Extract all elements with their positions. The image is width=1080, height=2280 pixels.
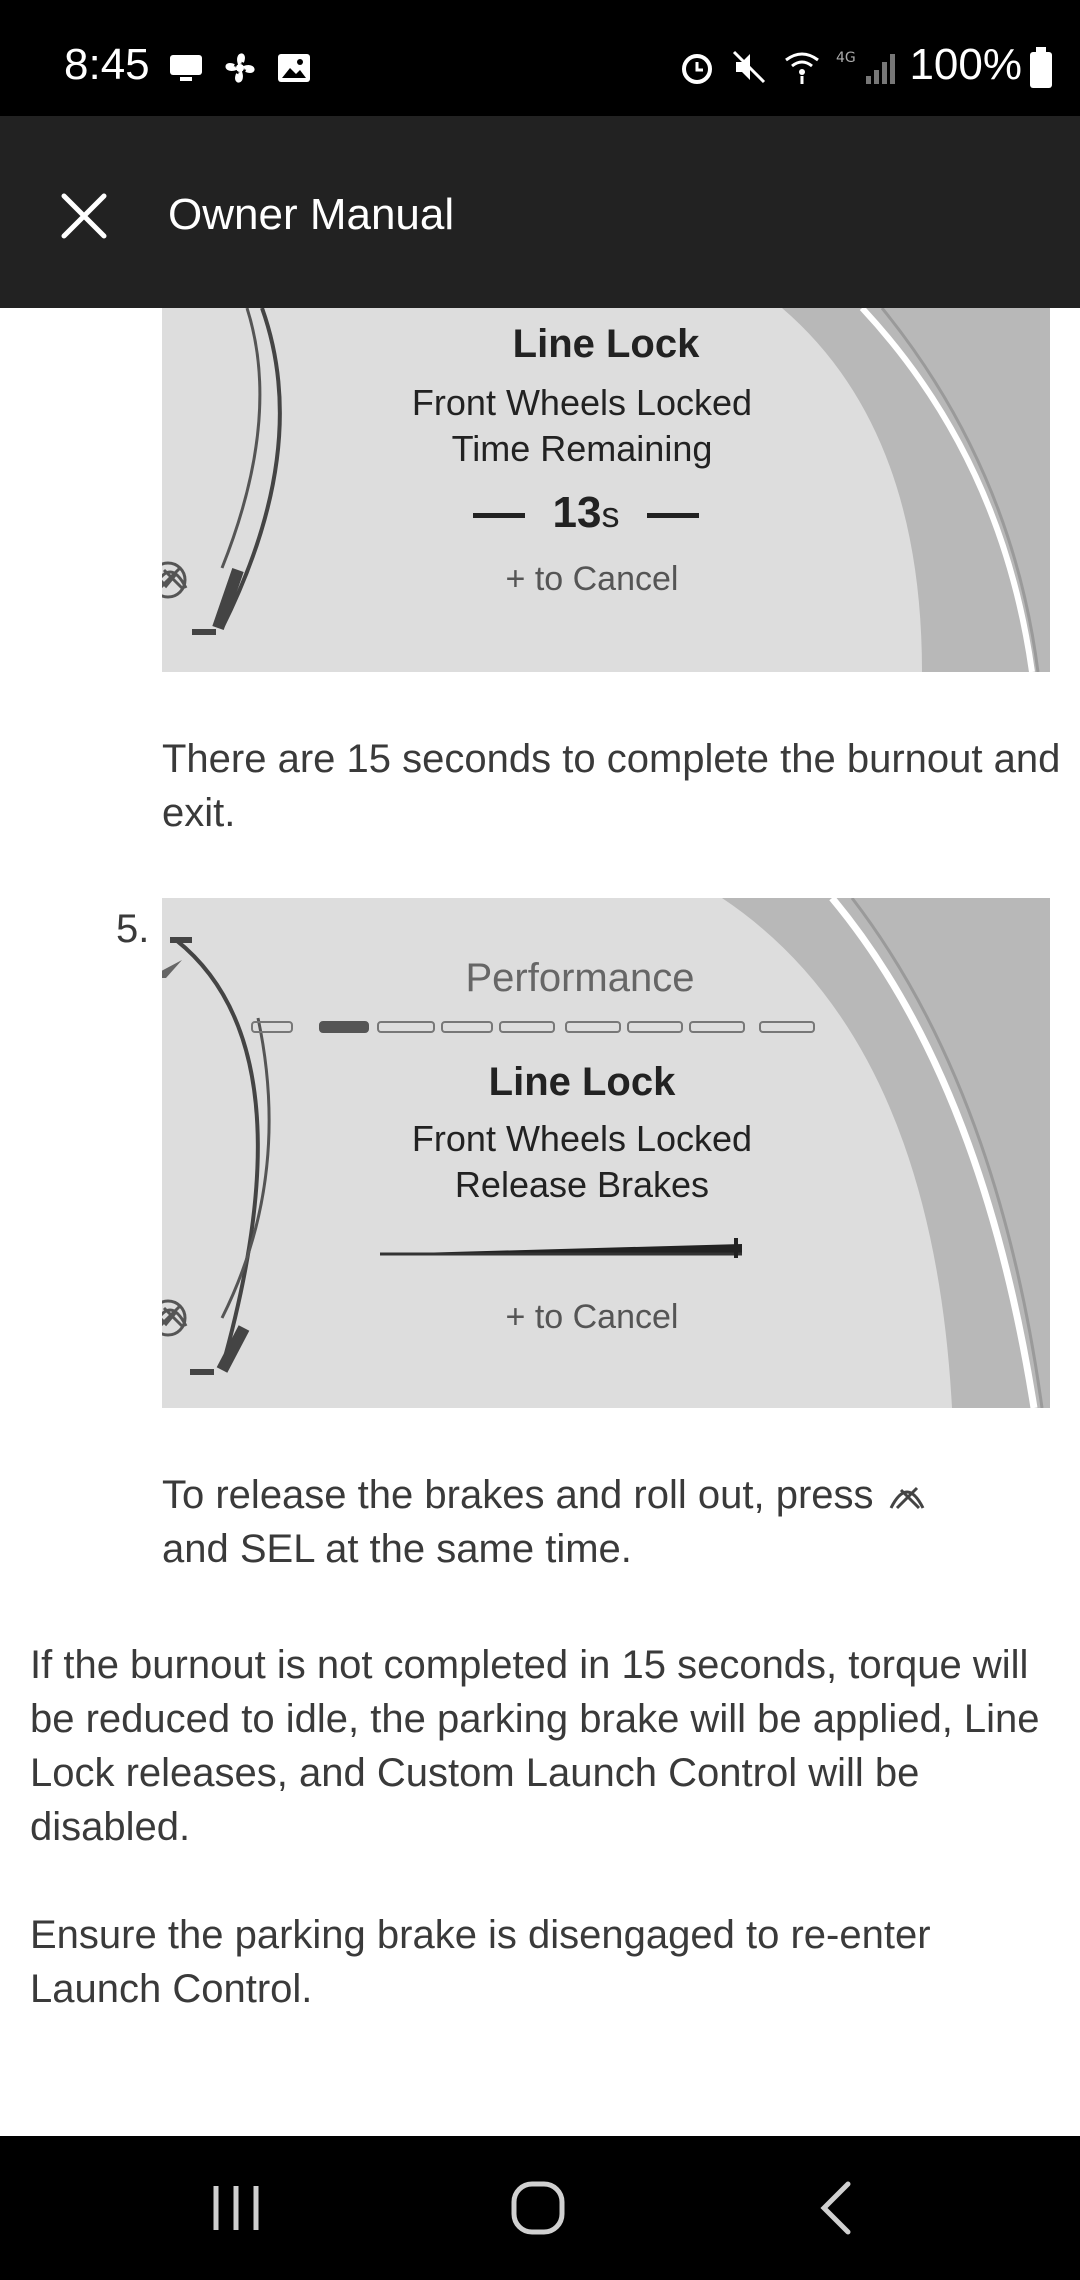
figure2-line1: Front Wheels Locked bbox=[411, 1118, 753, 1159]
alarm-icon bbox=[678, 48, 716, 86]
lte-signal-icon bbox=[836, 48, 900, 86]
image-icon bbox=[276, 52, 312, 84]
mute-icon bbox=[730, 48, 768, 86]
line-lock-timer-figure bbox=[162, 308, 1050, 672]
figure2-line2: Release Brakes bbox=[454, 1164, 710, 1205]
navigation-bar bbox=[0, 2136, 1080, 2280]
manual-content[interactable] bbox=[0, 308, 1080, 2136]
app-bar bbox=[0, 116, 1080, 308]
home-icon[interactable] bbox=[508, 2178, 568, 2238]
figure1-title: Line Lock bbox=[512, 322, 700, 366]
figure1-cancel: + to Cancel bbox=[162, 560, 1036, 599]
mode-segments bbox=[252, 1022, 814, 1032]
line-lock-release-figure bbox=[162, 898, 1050, 1408]
paragraph-release-brakes: To release the brakes and roll out, press and SEL at the same time. bbox=[162, 1468, 1022, 1576]
paragraph-parking-brake: Ensure the parking brake is disengaged to re-enter Launch Control. bbox=[30, 1913, 931, 2011]
figure2-cancel: + to Cancel bbox=[162, 1298, 1036, 1337]
dex-icon bbox=[168, 53, 204, 83]
close-icon[interactable] bbox=[56, 188, 112, 244]
check-circle-icon bbox=[162, 1298, 188, 1338]
fan-icon bbox=[222, 50, 258, 86]
timer-unit: s bbox=[601, 494, 620, 535]
wifi-icon bbox=[782, 48, 822, 86]
paragraph-burnout-timeout: If the burnout is not completed in 15 seconds, torque will be reduced to idle, the parking brake will be applied, Line Lock releases, and Custom Launch Control will be disabled. bbox=[30, 1643, 1040, 1849]
check-circle-icon bbox=[162, 560, 188, 600]
app-bar-title: Owner Manual bbox=[168, 190, 455, 239]
timer-value: 13 bbox=[552, 488, 602, 537]
back-icon[interactable] bbox=[810, 2178, 870, 2238]
battery-icon bbox=[1030, 52, 1052, 88]
notification-icons bbox=[168, 50, 312, 86]
figure2-title: Line Lock bbox=[488, 1060, 676, 1104]
figure2-mode: Performance bbox=[162, 956, 1024, 1001]
figure1-line1: Front Wheels Locked bbox=[411, 382, 753, 423]
status-time: 8:45 bbox=[64, 40, 150, 89]
paragraph-burnout-time: There are 15 seconds to complete the burnout and exit. bbox=[162, 737, 1061, 835]
battery-percent: 100% bbox=[909, 40, 1022, 89]
status-bar bbox=[0, 0, 1080, 116]
traction-off-icon bbox=[885, 1480, 929, 1514]
figure1-timer bbox=[162, 488, 1030, 538]
recent-apps-icon[interactable] bbox=[206, 2178, 266, 2238]
system-icons bbox=[678, 48, 900, 86]
performance-mode-icon bbox=[162, 956, 184, 982]
figure1-line2: Time Remaining bbox=[451, 428, 713, 469]
svg-text:4G: 4G bbox=[836, 50, 856, 66]
step-number: 5. bbox=[116, 907, 150, 951]
